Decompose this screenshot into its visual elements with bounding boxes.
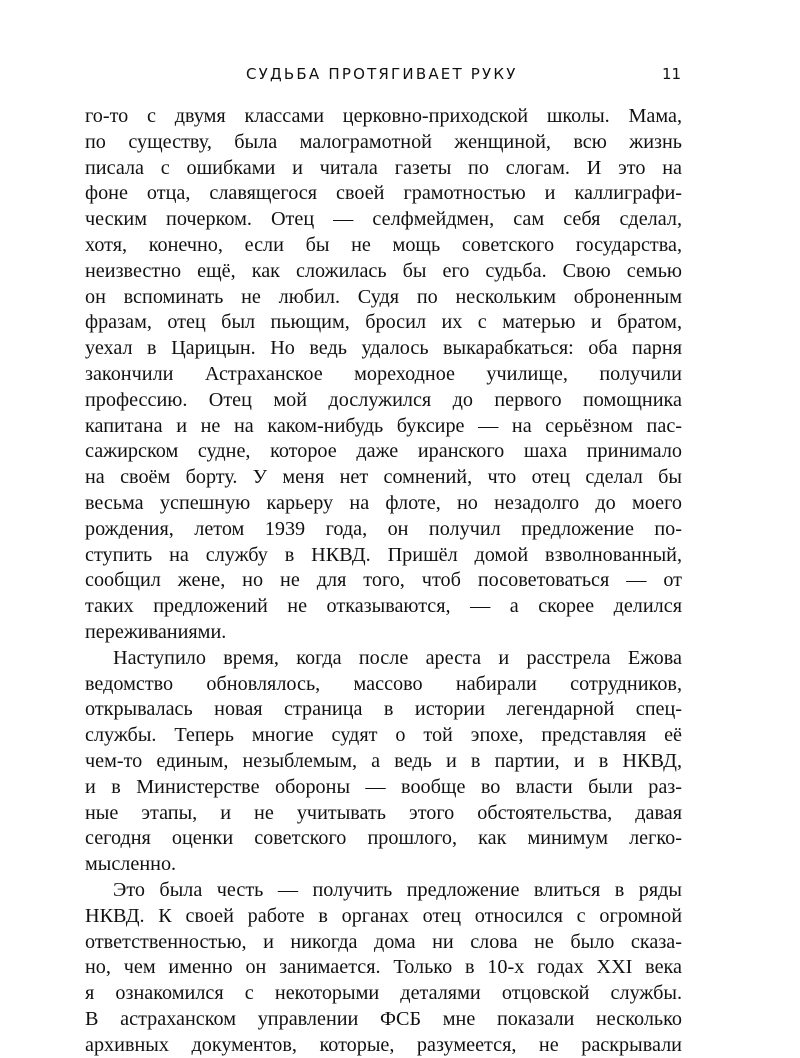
text-line: ведомство обновлялось, массово набирали сотрудников,: [85, 672, 682, 695]
text-line: фразам, отец был пьющим, бросил их с матерью и братом,: [85, 311, 682, 334]
text-line: ческим почерком. Отец — селфмейдмен, сам себя сделал,: [85, 208, 682, 231]
text-line: весьма успешную карьеру на флоте, но незадолго до моего: [85, 491, 682, 514]
text-line: на своём борту. У меня нет сомнений, что отец сделал бы: [85, 466, 682, 489]
text-line: мысленно.: [85, 853, 177, 876]
text-line: и в Министерстве обороны — вообще во власти были раз-: [85, 775, 682, 798]
text-line: Это была честь — получить предложение влиться в ряды: [113, 878, 682, 901]
text-line: сообщил жене, но не для того, чтоб посоветоваться — от: [85, 569, 682, 592]
text-line: фоне отца, славящегося своей грамотностью и каллиграфи-: [85, 182, 682, 205]
text-line: открывалась новая страница в истории легендарной спец-: [85, 698, 682, 721]
running-title: СУДЬБА ПРОТЯГИВАЕТ РУКУ: [246, 65, 518, 83]
text-line: Наступило время, когда после ареста и расстрела Ежова: [113, 646, 682, 669]
text-line: я ознакомился с некоторыми деталями отцовской службы.: [85, 982, 682, 1005]
text-line: он вспоминать не любил. Судя по нескольким оброненным: [85, 285, 682, 308]
text-line: уехал в Царицын. Но ведь удалось выкарабкаться: оба парня: [85, 337, 682, 360]
text-line: го-то с двумя классами церковно-приходской школы. Мама,: [85, 105, 682, 127]
text-line: капитана и не на каком-нибудь буксире — на серьёзном пас-: [85, 414, 682, 437]
text-line: закончили Астраханское мореходное училище, получили: [85, 362, 682, 385]
text-line: ные этапы, и не учитывать этого обстоятельства, давая: [85, 801, 682, 824]
text-line: сегодня оценки советского прошлого, как минимум легко-: [85, 827, 682, 850]
text-line: рождения, летом 1939 года, он получил предложение по-: [85, 517, 682, 540]
text-line: но, чем именно он занимается. Только в 10-х годах XXI века: [85, 956, 682, 979]
text-line: сажирском судне, которое даже иранского шаха принимало: [85, 440, 682, 463]
text-line: В астраханском управлении ФСБ мне показали несколько: [85, 1007, 682, 1030]
text-line: ступить на службу в НКВД. Пришёл домой взволнованный,: [85, 543, 682, 566]
text-line: службы. Теперь многие судят о той эпохе, представляя её: [85, 724, 682, 747]
text-line: профессию. Отец мой дослужился до первого помощника: [85, 388, 682, 411]
body-text: [85, 104, 682, 1058]
page-number: 11: [662, 65, 682, 83]
running-header: [0, 65, 800, 87]
text-line: архивных документов, которые, разумеется, не раскрывали: [85, 1033, 682, 1056]
text-line: таких предложений не отказываются, — а скорее делился: [85, 595, 682, 618]
text-line: НКВД. К своей работе в органах отец относился с огромной: [85, 904, 682, 927]
text-line: по существу, была малограмотной женщиной, всю жизнь: [85, 130, 682, 153]
text-line: неизвестно ещё, как сложилась бы его судьба. Свою семью: [85, 259, 682, 282]
text-line: чем-то единым, незыблемым, а ведь и в партии, и в НКВД,: [85, 749, 682, 772]
text-line: хотя, конечно, если бы не мощь советского государства,: [85, 233, 682, 256]
text-line: писала с ошибками и читала газеты по слогам. И это на: [85, 156, 682, 179]
text-line: переживаниями.: [85, 620, 227, 643]
text-line: ответственностью, и никогда дома ни слова не было сказа-: [85, 930, 682, 953]
